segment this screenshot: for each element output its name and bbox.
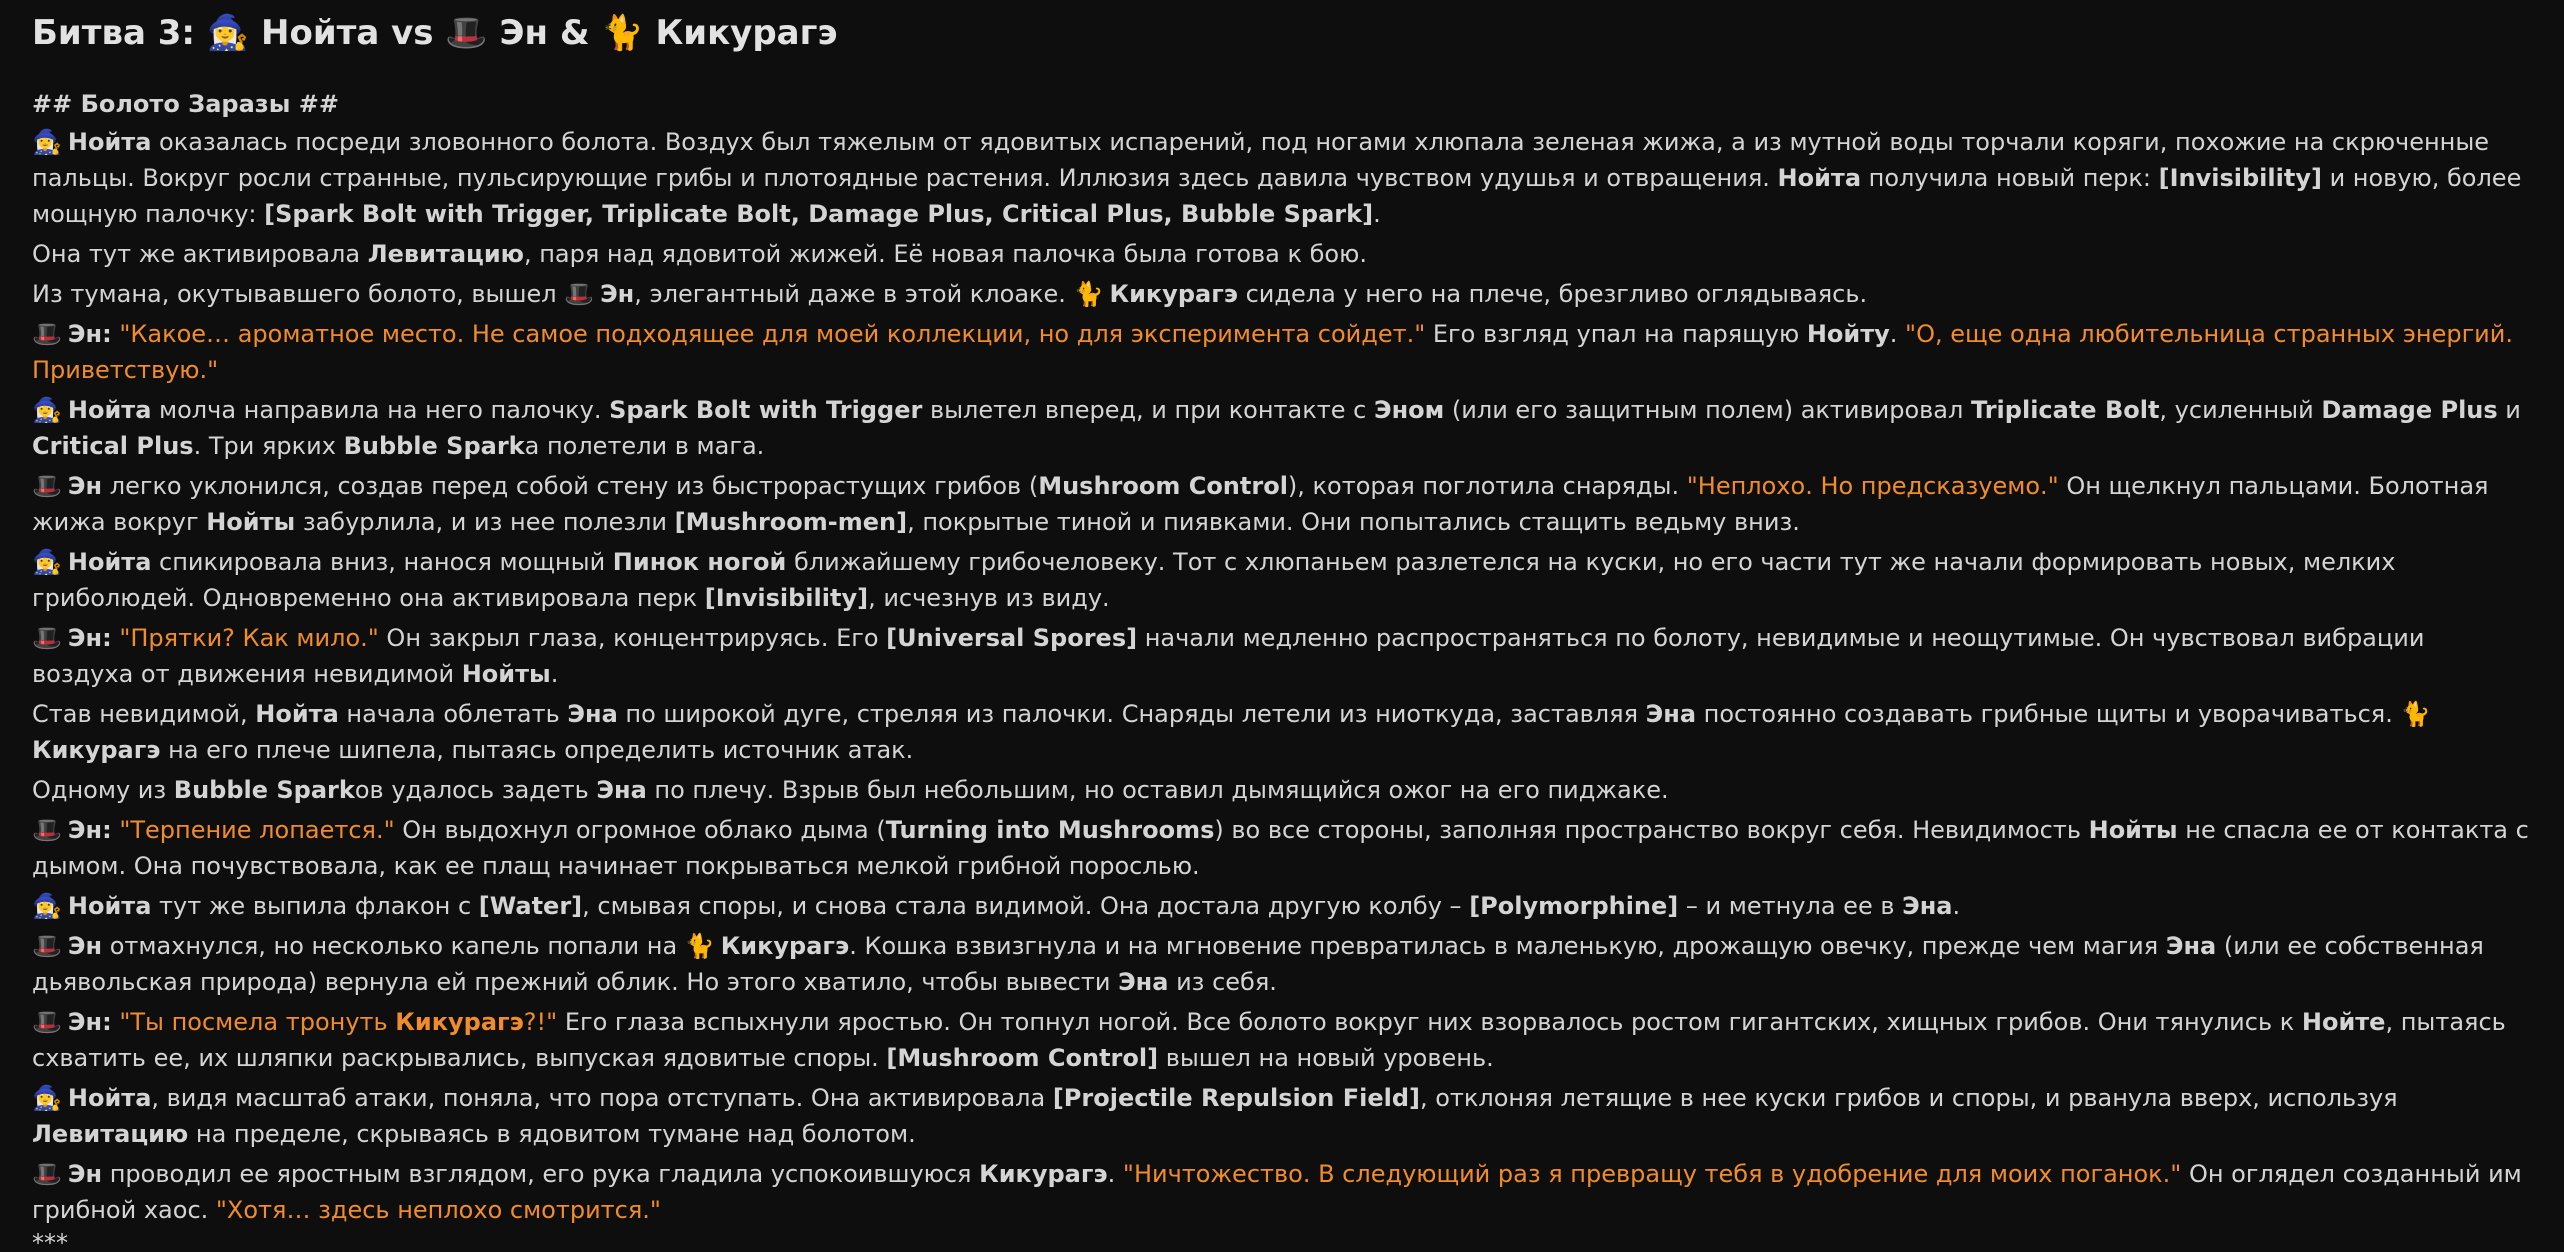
story-paragraph <box>32 236 2532 272</box>
text-run: Он закрыл глаза, концентрируясь. Его <box>378 624 887 652</box>
bold-text: [Invisibility] <box>2158 164 2322 192</box>
bold-text: [Mushroom Control] <box>886 1044 1159 1072</box>
bold-text: Нойта <box>67 548 152 576</box>
bold-text: Кикурагэ <box>979 1160 1108 1188</box>
text-run: забурлила, и из нее полезли <box>295 508 675 536</box>
text-run: (или его защитным полем) активировал <box>1444 396 1971 424</box>
text-run: оказалась посреди зловонного болота. Воздух был тяжелым от ядовитых испарений, под ногами хлюпала зеленая жижа, а из мутной воды торчали коряги, похожие на скрюченные пальцы. Вокруг росли странные, пульсирующие грибы и плотоядные растения. Иллюзия здесь давила чувством удушья и отвращения. <box>32 128 2490 192</box>
bold-text: Нойта <box>67 396 152 424</box>
character-icon: 🐈 <box>1073 280 1104 308</box>
story-paragraph <box>32 1080 2532 1152</box>
text-run: отмахнулся, но несколько капель попали на <box>102 932 685 960</box>
bold-text: Эна <box>596 776 647 804</box>
character-icon: 🧙‍♀️ <box>32 128 62 156</box>
story-paragraph <box>32 772 2532 808</box>
bold-text: Эна <box>1902 892 1953 920</box>
bold-text: Critical Plus <box>32 432 194 460</box>
text-run: Он оглядел созданный им грибной хаос. <box>32 1160 2522 1224</box>
bold-text: Нойта <box>1777 164 1862 192</box>
text-run: получила новый перк: <box>1861 164 2159 192</box>
character-icon: 🧙‍♀️ <box>32 396 62 424</box>
quote-text: "О, еще одна любительница странных энергий. Приветствую." <box>32 320 2513 384</box>
quote-bold-text: Кикурагэ <box>395 1008 524 1036</box>
text-run: Одному из <box>32 776 174 804</box>
bold-text: Эном <box>1373 396 1445 424</box>
quote-text: "Прятки? Как мило." <box>119 624 379 652</box>
bold-text: [Mushroom-men] <box>674 508 908 536</box>
bold-text: Эн <box>67 932 103 960</box>
text-run: и <box>2497 396 2521 424</box>
bold-text: Эн: <box>67 816 112 844</box>
bold-text: Turning into Mushrooms <box>885 816 1215 844</box>
text-run: начала облетать <box>338 700 568 728</box>
bold-text: Triplicate Bolt <box>1970 396 2160 424</box>
bold-text: Bubble Spark <box>343 432 525 460</box>
character-icon: 🎩 <box>32 624 62 652</box>
text-run: вышел на новый уровень. <box>1158 1044 1494 1072</box>
text-run: постоянно создавать грибные щиты и уворачиваться. <box>1696 700 2401 728</box>
bold-text: Mushroom Control <box>1038 472 1288 500</box>
character-icon: 🎩 <box>32 472 62 500</box>
bold-text: [Universal Spores] <box>886 624 1138 652</box>
text-run: . Три ярких <box>193 432 344 460</box>
bold-text: Эна <box>1645 700 1697 728</box>
bold-text: Spark Bolt with Trigger <box>609 396 923 424</box>
bold-text: Эна <box>1118 968 1169 996</box>
quote-text: "Терпение лопается." <box>119 816 395 844</box>
text-run: , элегантный даже в этой клоаке. <box>634 280 1074 308</box>
story-paragraph <box>32 124 2532 232</box>
text-run: . <box>1889 320 1906 348</box>
text-run: (или ее собственная дьявольская природа) вернула ей прежний облик. Но этого хватило, чтобы вывести <box>32 932 2484 996</box>
bold-text: Нойта <box>67 892 152 920</box>
bold-text: Нойта <box>67 1084 152 1112</box>
character-icon: 🎩 <box>32 1008 62 1036</box>
bold-text: Эн <box>67 472 103 500</box>
separator: *** <box>32 1232 68 1252</box>
text-run: на его плече шипела, пытаясь определить источник атак. <box>160 736 914 764</box>
bold-text: Кикурагэ <box>720 932 850 960</box>
text-run: не спасла ее от контакта с дымом. Она почувствовала, как ее плащ начинает покрываться мелкой грибной порослью. <box>32 816 2529 880</box>
text-run: , пытаясь схватить ее, их шляпки раскрывались, выпуская ядовитые споры. <box>32 1008 2506 1072</box>
bold-text: Кикурагэ <box>1109 280 1238 308</box>
quote-text: "Какое… ароматное место. Не самое подходящее для моей коллекции, но для эксперимента сойдет." <box>119 320 1426 348</box>
text-run: начали медленно распространяться по болоту, невидимые и неощутимые. Он чувствовал вибрации воздуха от движения невидимой <box>32 624 2425 688</box>
bold-text: [Projectile Repulsion Field] <box>1052 1084 1420 1112</box>
story-paragraph <box>32 928 2532 1000</box>
character-icon: 🎩 <box>32 816 62 844</box>
text-run: легко уклонился, создав перед собой стену из быстрорастущих грибов ( <box>102 472 1039 500</box>
bold-text: Нойта <box>255 700 339 728</box>
text-run: тут же выпила флакон с <box>151 892 479 920</box>
bold-text: Эна <box>567 700 618 728</box>
story-paragraph <box>32 1004 2532 1076</box>
text-run: , отклоняя летящие в нее куски грибов и споры, и рванула вверх, используя <box>1419 1084 2398 1112</box>
story-paragraph <box>32 1156 2532 1228</box>
text-run: по широкой дуге, стреляя из палочки. Снаряды летели из ниоткуда, заставляя <box>617 700 1646 728</box>
text-run: , видя масштаб атаки, поняла, что пора отступать. Она активировала <box>151 1084 1053 1112</box>
bold-text: Нойты <box>206 508 296 536</box>
quote-text: "Неплохо. Но предсказуемо." <box>1686 472 2059 500</box>
bold-text: [Polymorphine] <box>1469 892 1679 920</box>
text-run: . <box>1107 1160 1123 1188</box>
text-run: . Кошка взвизгнула и на мгновение превратилась в маленькую, дрожащую овечку, прежде чем магия <box>849 932 2166 960</box>
text-run: , покрытые тиной и пиявками. Они попытались стащить ведьму вниз. <box>907 508 1800 536</box>
character-icon: 🎩 <box>32 1160 62 1188</box>
text-run: Став невидимой, <box>32 700 256 728</box>
story-paragraph <box>32 316 2532 388</box>
text-run: Он щелкнул пальцами. Болотная жижа вокруг <box>32 472 2489 536</box>
bold-text: Эн <box>67 1160 103 1188</box>
quote-text: "Хотя… здесь неплохо смотрится." <box>215 1196 661 1224</box>
character-icon: 🎩 <box>564 280 595 308</box>
text-run: а полетели в мага. <box>524 432 765 460</box>
text-run: из себя. <box>1168 968 1277 996</box>
quote-text: "Ничтожество. В следующий раз я превращу тебя в удобрение для моих поганок." <box>1122 1160 2182 1188</box>
bold-text: Нойты <box>2088 816 2178 844</box>
character-icon: 🧙‍♀️ <box>32 1084 62 1112</box>
bold-text: Эна <box>2165 932 2217 960</box>
bold-text: Damage Plus <box>2321 396 2498 424</box>
text-run: Его взгляд упал на парящую <box>1425 320 1807 348</box>
text-run: спикировала вниз, нанося мощный <box>151 548 613 576</box>
text-run: . <box>1373 200 1381 228</box>
text-run: . <box>550 660 559 688</box>
story-paragraph <box>32 696 2532 768</box>
bold-text: [Spark Bolt with Trigger, Triplicate Bolt, Damage Plus, Critical Plus, Bubble Spark] <box>264 200 1374 228</box>
bold-text: Эн <box>600 280 635 308</box>
story-body <box>32 124 2532 1228</box>
bold-text: Левитацию <box>32 1120 189 1148</box>
page-title: Битва 3: 🧙‍♀️ Нойта vs 🎩 Эн & 🐈 Кикурагэ <box>32 13 838 53</box>
character-icon: 🧙‍♀️ <box>32 548 62 576</box>
text-run: и новую, более мощную палочку: <box>32 164 2522 228</box>
quote-text: "Ты посмела тронуть <box>119 1008 396 1036</box>
text-run: Из тумана, окутывавшего болото, вышел <box>32 280 565 308</box>
text-run: . <box>1952 892 1961 920</box>
text-run: сидела у него на плече, брезгливо оглядываясь. <box>1237 280 1868 308</box>
quote-text: ?!" <box>523 1008 558 1036</box>
story-paragraph <box>32 544 2532 616</box>
text-run: Она тут же активировала <box>32 240 368 268</box>
text-run: проводил ее яростным взглядом, его рука гладила успокоившуюся <box>102 1160 980 1188</box>
bold-text: Нойте <box>2301 1008 2386 1036</box>
text-run: ) во все стороны, заполняя пространство вокруг себя. Невидимость <box>1214 816 2089 844</box>
story-paragraph <box>32 888 2532 924</box>
bold-text: Нойта <box>67 128 152 156</box>
bold-text: Пинок ногой <box>612 548 787 576</box>
bold-text: Левитацию <box>367 240 524 268</box>
text-run: – и метнула ее в <box>1678 892 1903 920</box>
text-run: ближайшему грибочеловеку. Тот с хлюпаньем разлетелся на куски, но его части тут же начали формировать новых, мелких грибoлюдей. Одновременно она активировала перк <box>32 548 2396 612</box>
bold-text: [Invisibility] <box>704 584 869 612</box>
text-run: , усиленный <box>2159 396 2322 424</box>
character-icon: 🐈 <box>684 932 715 960</box>
bold-text: Эн: <box>67 320 112 348</box>
text-run: , паря над ядовитой жижей. Её новая палочка была готова к бою. <box>523 240 1367 268</box>
story-paragraph <box>32 468 2532 540</box>
bold-text: Нойту <box>1806 320 1890 348</box>
story-paragraph <box>32 392 2532 464</box>
story-paragraph <box>32 620 2532 692</box>
text-run: вылетел вперед, и при контакте с <box>922 396 1374 424</box>
text-run: Его глаза вспыхнули яростью. Он топнул ногой. Все болото вокруг них взорвалось ростом гигантских, хищных грибов. Они тянулись к <box>557 1008 2302 1036</box>
bold-text: Кикурагэ <box>32 736 161 764</box>
section-heading: ## Болото Заразы ## <box>32 90 340 118</box>
character-icon: 🐈 <box>2400 700 2431 728</box>
bold-text: Bubble Spark <box>173 776 355 804</box>
text-run: Он выдохнул огромное облако дыма ( <box>394 816 886 844</box>
text-run: на пределе, скрываясь в ядовитом тумане над болотом. <box>188 1120 916 1148</box>
bold-text: [Water] <box>478 892 583 920</box>
character-icon: 🎩 <box>32 320 62 348</box>
story-paragraph <box>32 276 2532 312</box>
bold-text: Эн: <box>67 1008 112 1036</box>
text-run: , смывая споры, и снова стала видимой. Она достала другую колбу – <box>582 892 1470 920</box>
story-paragraph <box>32 812 2532 884</box>
text-run: по плечу. Взрыв был небольшим, но оставил дымящийся ожог на его пиджаке. <box>646 776 1669 804</box>
bold-text: Нойты <box>461 660 551 688</box>
bold-text: Эн: <box>67 624 112 652</box>
text-run: ), которая поглотила снаряды. <box>1287 472 1687 500</box>
text-run: , исчезнув из виду. <box>868 584 1110 612</box>
character-icon: 🧙‍♀️ <box>32 892 62 920</box>
character-icon: 🎩 <box>32 932 62 960</box>
text-run: молча направила на него палочку. <box>151 396 610 424</box>
text-run: ов удалось задеть <box>354 776 597 804</box>
